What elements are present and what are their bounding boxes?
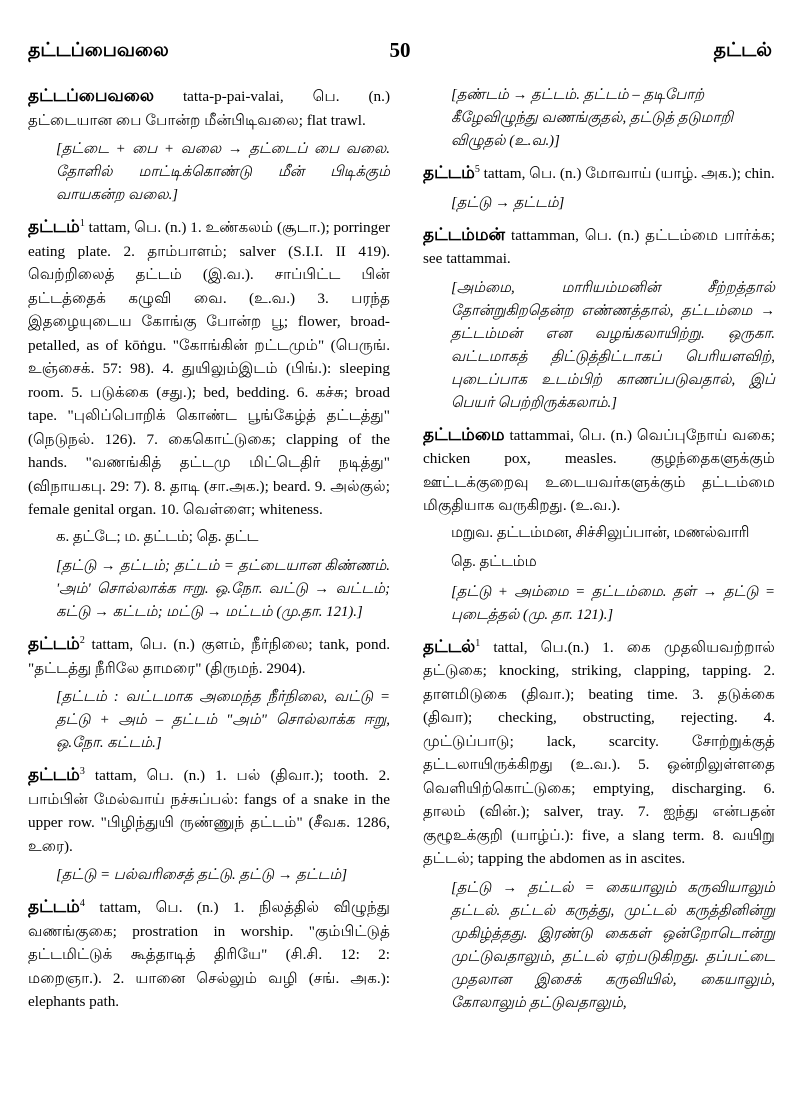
running-head-right: தட்டல் (713, 40, 772, 61)
entry-body: tattammai, பெ. (n.) வெப்புநோய் வகை; chicken pox, measles. குழந்தைகளுக்கும் ஊட்டக்குறைவு உடையவர்களுக்கும் தட்டம்மை மிகுதியாக வருகிறது. (உ.வ.). (423, 426, 776, 514)
headword: தட்டம் (28, 217, 80, 236)
etymology: [தட்டம் : வட்டமாக அமைந்த நீர்நிலை, வட்டு = தட்டு + அம் – தட்டம் "அம்" சொல்லாக்க ஈறு, ஒ.நோ. கட்டம்.] (56, 689, 390, 751)
right-column (423, 84, 775, 1023)
headword: தட்டம்மை (423, 424, 505, 444)
cognates: க. தட்டே; ம. தட்டம்; தெ. தட்ட (56, 528, 259, 545)
headword: தட்டம் (28, 765, 80, 784)
headword: தட்டம் (423, 163, 475, 182)
entry (28, 215, 390, 624)
headword: தட்டம் (28, 897, 80, 916)
synonyms: மறுவ. தட்டம்மன, சிச்சிலுப்பான், மணல்வாரி (451, 524, 750, 541)
etymology: [தட்டு → தட்டல் = கையாலும் கருவியாலும் தட்டல். தட்டல் கருத்து, முட்டல் கருத்தினின்று முகிழ்த்தது. இரண்டு கைகள் ஒன்றோடொன்று முட்டுவதாலும், தட்டல் ஏற்படுகிறது. தப்பட்டை முதலான இசைக் கருவியில், கையாலும், கோலாலும் தட்டுவதாலும், (451, 879, 775, 1011)
running-head-left: தட்டப்பைவலை (28, 40, 169, 61)
homonym-number: 1 (79, 217, 85, 229)
entry-body: tattam, பெ. (n.) 1. உண்கலம் (சூடா.); porringer eating plate. 2. தாம்பாளம்; salver (S.I.I. II 419). வெற்றிலைத் தட்டம் (இ.வ.). சாப்பிட்ட பின் தட்டத்தைக் கழுவி வை. (உ.வ.) 3. பரந்த இதழையுடைய கோங்கு போன்ற பூ; flower, broad-petalled, as of kōṅgu. "கோங்கின் றட்டமும்" (பெருங். உஞ்சைக். 57: 98). 4. துயிலும்இடம் (பிங்.): sleeping room. 5. படுக்கை (சது.); bed, bedding. 6. கச்சு; broad tape. "புலிப்பொறிக் கொண்ட பூங்கேழ்த் தட்டத்து" (நெடுநல். 126). 7. கைகொட்டுகை; clapping of the hands. "வணங்கித் தட்டமு மிட்டெதிர் நடித்து" (விநாயகபு. 29: 7). 8. தாடி (சா.அக.); beard. 9. அல்குல்; female genital organ. 10. வெள்ளை; whiteness. (28, 219, 390, 518)
etymology: [தட்டு → தட்டம்] (451, 194, 565, 211)
entry-body: tattamman, பெ. (n.) தட்டம்மை பார்க்க; see tattammai. (423, 226, 775, 267)
homonym-number: 4 (79, 897, 85, 909)
entry (423, 223, 775, 415)
entry (28, 895, 390, 1014)
etymology: [தட்டு → தட்டம்; தட்டம் = தட்டையான கிண்ணம். 'அம்' சொல்லாக்க ஈறு. ஒ.நோ. வட்டு → வட்டம்; கட்டு → கட்டம்; மட்டு → மட்டம் (மு.தா. 121).] (56, 558, 390, 620)
left-column (28, 84, 390, 1022)
entry (423, 161, 775, 215)
headword: தட்டல் (423, 636, 476, 656)
page-number: 50 (389, 38, 411, 62)
entry (28, 84, 390, 207)
headword: தட்டம் (28, 634, 80, 653)
headword: தட்டப்பைவலை (28, 86, 154, 105)
cognates: தெ. தட்டம்ம (451, 554, 537, 570)
homonym-number: 2 (79, 634, 85, 646)
etymology: [தட்டு = பல்வரிசைத் தட்டு. தட்டு → தட்டம்] (56, 867, 348, 883)
etymology: [அம்மை, மாரியம்மனின் சீற்றத்தால் தோன்றுகிறதென்ற எண்ணத்தால், தட்டம்மை → தட்டம்மன் என வழங்கலாயிற்று. ஒருகா. வட்டமாகத் திட்டுத்திட்டாகப் பெரியளவிற், புடைப்பாக உடம்பிற் காணப்படுவதால், இப் பெயர் பெற்றிருக்கலாம்.] (451, 279, 775, 411)
entry (423, 635, 775, 1015)
homonym-number: 3 (79, 765, 85, 777)
entry-body: tattam, பெ. (n.) 1. நிலத்தில் விழுந்து வணங்குகை; prostration in worship. "கும்பிட்டுத் தட்டமிட்டுக் கூத்தாடித் திரியே" (சி.சி. 12: 2: மறைஞா.). 2. யானை செல்லும் வழி (சங். அக.): elephants path. (28, 899, 390, 1010)
etymology: [தட்டு + அம்மை = தட்டம்மை. தள் → தட்டு = புடைத்தல் (மு. தா. 121).] (451, 583, 775, 623)
entry-body: tattam, பெ. (n.) மோவாய் (யாழ். அக.); chin. (483, 165, 775, 182)
entry (28, 632, 390, 755)
entry (423, 423, 775, 627)
etymology-continued: [தண்டம் → தட்டம். தட்டம் – தடிபோற் கீழேவிழுந்து வணங்குதல், தட்டுத் தடுமாறி விழுதல் (உ.வ.)] (451, 87, 734, 149)
entry-body: tattal, பெ.(n.) 1. கை முதலியவற்றால் தட்டுகை; knocking, striking, clapping, tapping. 2. தாளமிடுகை (திவா.); beating time. 3. தடுக்கை (திவா); checking, obstructing, rejecting. 4. முட்டுப்பாடு; lack, scarcity. சோற்றுக்குத் தட்டலாயிருக்கிறது (உ.வ.). 5. ஒன்றிலுள்ளதை வெளியிற்கொட்டுகை; emptying, discharging. 6. தாலம் (வின்.); salver, tray. 7. ஐந்து என்பதன் குழூஉக்குறி (யாழ்ப்.): five, a slang term. 8. வயிறு தட்டல்; tapping the abdomen as in ascites. (423, 638, 775, 867)
entry-body: tattam, பெ. (n.) குளம், நீர்நிலை; tank, pond. "தட்டத்து நீரிலே தாமரை" (திருமந். 2904). (28, 636, 390, 677)
headword: தட்டம்மன் (423, 224, 505, 244)
entry-body: tatta-p-pai-valai, பெ. (n.) தட்டையான பை போன்ற மீன்பிடிவலை; flat trawl. (28, 88, 390, 129)
homonym-number: 1 (475, 637, 481, 649)
entry (28, 763, 390, 887)
etymology: [தட்டை + பை + வலை → தட்டைப் பை வலை. தோளில் மாட்டிக்கொண்டு மீன் பிடிக்கும் வாயகன்ற வலை.] (56, 141, 390, 203)
homonym-number: 5 (474, 163, 480, 175)
entry-body: tattam, பெ. (n.) 1. பல் (திவா.); tooth. 2. பாம்பின் மேல்வாய் நச்சுப்பல்: fangs of a snake in the upper row. "பிழிந்துயி ருண்ணுந் தட்டம்" (சீவக. 1286, உரை). (28, 767, 390, 855)
